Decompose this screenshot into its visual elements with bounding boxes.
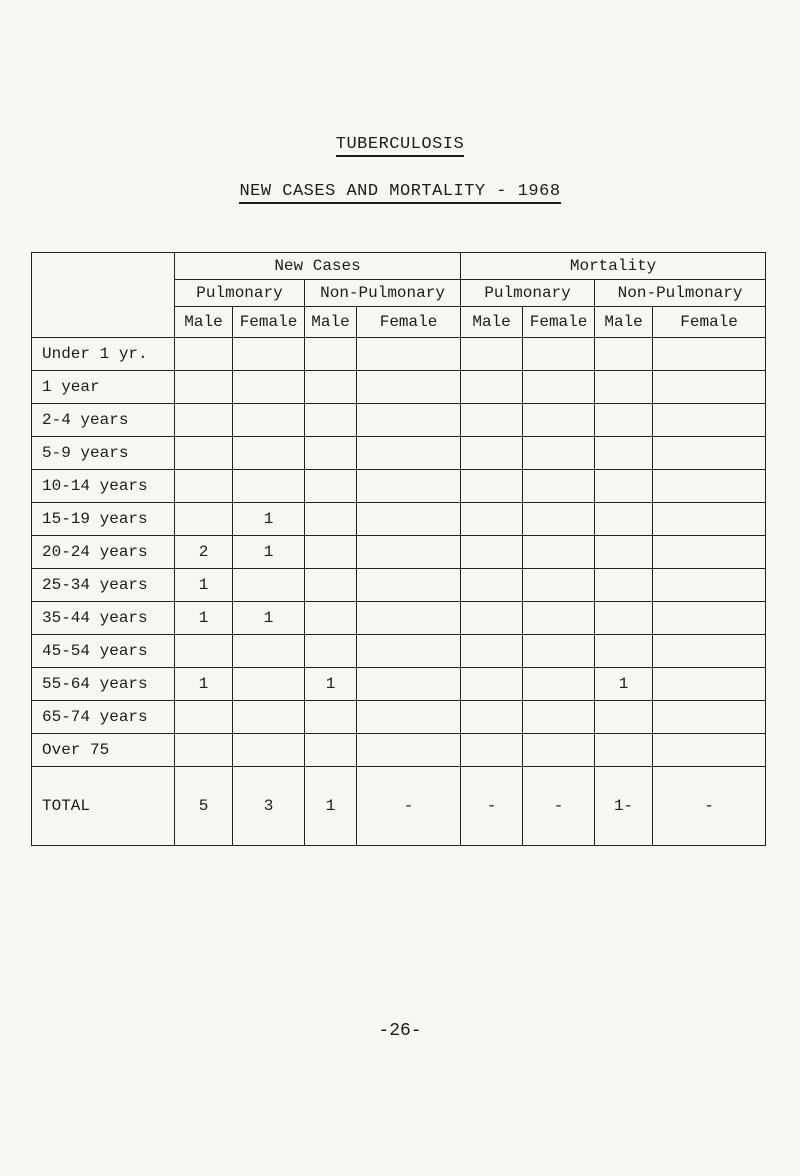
age-group-label: Under 1 yr. [32,338,175,371]
table-cell [233,404,305,437]
table-cell [523,371,595,404]
table-cell: 1 [595,668,653,701]
table-cell [233,734,305,767]
tuberculosis-table [31,252,766,846]
header-mortality: Mortality [461,253,766,280]
table-cell [595,635,653,668]
table-cell [461,602,523,635]
table-cell [357,437,461,470]
table-cell [357,404,461,437]
table-cell [175,470,233,503]
table-cell [595,371,653,404]
table-cell [305,701,357,734]
table-cell [523,503,595,536]
total-label: TOTAL [32,767,175,846]
table-row [32,371,766,404]
table-cell [305,371,357,404]
table-cell [523,404,595,437]
table-cell [175,371,233,404]
table-cell [461,536,523,569]
table-cell [233,437,305,470]
table-cell [461,503,523,536]
table-cell [461,701,523,734]
header-new-non-pulmonary: Non-Pulmonary [305,280,461,307]
table-cell [305,404,357,437]
table-cell [357,569,461,602]
table-cell [653,437,766,470]
table-cell [595,338,653,371]
header-sex-cell: Male [175,307,233,338]
table-cell [523,734,595,767]
table-cell [653,635,766,668]
table-cell [305,536,357,569]
age-group-label: 35-44 years [32,602,175,635]
page-number: -26- [378,1021,422,1041]
age-group-label: 2-4 years [32,404,175,437]
table-cell [305,470,357,503]
table-cell [305,602,357,635]
table-cell [523,569,595,602]
table-row [32,470,766,503]
table-cell [653,371,766,404]
table-cell [357,470,461,503]
table-row [32,602,766,635]
table-cell [233,338,305,371]
header-new-cases: New Cases [175,253,461,280]
table-row [32,503,766,536]
table-cell [523,668,595,701]
table-row [32,668,766,701]
table-cell [233,470,305,503]
table-cell [305,437,357,470]
table-cell [357,536,461,569]
table-row [32,437,766,470]
total-row [32,767,766,846]
header-sex-cell: Male [305,307,357,338]
table-cell [653,602,766,635]
total-cell: 3 [233,767,305,846]
header-row-groups [32,253,766,280]
table-cell [653,734,766,767]
age-group-label: 1 year [32,371,175,404]
table-cell [357,371,461,404]
age-group-label: 15-19 years [32,503,175,536]
table-cell [175,635,233,668]
table-cell: 1 [233,536,305,569]
table-cell [523,635,595,668]
table-cell [461,734,523,767]
page-subtitle: NEW CASES AND MORTALITY - 1968 [0,182,800,201]
age-group-label: 5-9 years [32,437,175,470]
table-cell [523,470,595,503]
table-cell [595,734,653,767]
table-cell [653,668,766,701]
table-cell [305,635,357,668]
table-cell [653,569,766,602]
table-cell [461,404,523,437]
table-cell [595,404,653,437]
table-cell [233,569,305,602]
table-cell [175,338,233,371]
table-cell: 1 [175,668,233,701]
table-cell [653,701,766,734]
total-cell: - [461,767,523,846]
age-group-label: 20-24 years [32,536,175,569]
table-cell: 1 [175,602,233,635]
age-group-label: 45-54 years [32,635,175,668]
table-cell: 1 [305,668,357,701]
header-new-pulmonary: Pulmonary [175,280,305,307]
header-corner-cell [32,253,175,338]
total-cell: - [653,767,766,846]
table-row [32,635,766,668]
table-cell [461,635,523,668]
age-group-label: 25-34 years [32,569,175,602]
total-cell: 5 [175,767,233,846]
table-cell [357,668,461,701]
table-cell [175,701,233,734]
table-cell [175,404,233,437]
header-sex-cell: Female [653,307,766,338]
table-cell [461,338,523,371]
table-cell [175,503,233,536]
table-cell [653,404,766,437]
table-cell [595,569,653,602]
table-cell [461,569,523,602]
table-row [32,701,766,734]
table-cell [461,470,523,503]
table-cell [523,602,595,635]
table-cell [595,536,653,569]
table-cell [461,371,523,404]
table-cell [523,338,595,371]
table-cell [305,338,357,371]
table-cell [357,734,461,767]
table-row [32,338,766,371]
table-cell [523,536,595,569]
table-cell [595,701,653,734]
table-cell [595,503,653,536]
table-cell [653,503,766,536]
header-sex-cell: Female [357,307,461,338]
table-cell [523,437,595,470]
table-cell [595,470,653,503]
table-row [32,734,766,767]
table-cell [305,734,357,767]
table-cell: 2 [175,536,233,569]
table-cell: 1 [233,602,305,635]
header-sex-cell: Male [595,307,653,338]
table-cell [595,602,653,635]
table-cell: 1 [233,503,305,536]
table-cell [357,701,461,734]
table-cell [305,569,357,602]
table-row [32,569,766,602]
header-sex-cell: Female [233,307,305,338]
table-cell [595,437,653,470]
age-group-label: Over 75 [32,734,175,767]
table-cell [461,437,523,470]
total-cell: - [357,767,461,846]
total-cell: 1- [595,767,653,846]
table-cell [233,701,305,734]
table-cell [233,668,305,701]
header-mort-pulmonary: Pulmonary [461,280,595,307]
table-cell [357,338,461,371]
age-group-label: 65-74 years [32,701,175,734]
table-cell: 1 [175,569,233,602]
page-title: TUBERCULOSIS [0,135,800,154]
table-cell [305,503,357,536]
table-cell [175,734,233,767]
table-cell [357,503,461,536]
age-group-label: 10-14 years [32,470,175,503]
header-mort-non-pulmonary: Non-Pulmonary [595,280,766,307]
table-cell [357,635,461,668]
table-cell [357,602,461,635]
table-cell [175,437,233,470]
total-cell: 1 [305,767,357,846]
table-row [32,404,766,437]
table-cell [233,635,305,668]
table-cell [233,371,305,404]
header-sex-cell: Male [461,307,523,338]
age-group-label: 55-64 years [32,668,175,701]
table-cell [461,668,523,701]
table-cell [523,701,595,734]
table-cell [653,470,766,503]
total-cell: - [523,767,595,846]
table-cell [653,338,766,371]
header-sex-cell: Female [523,307,595,338]
table-row [32,536,766,569]
table-cell [653,536,766,569]
